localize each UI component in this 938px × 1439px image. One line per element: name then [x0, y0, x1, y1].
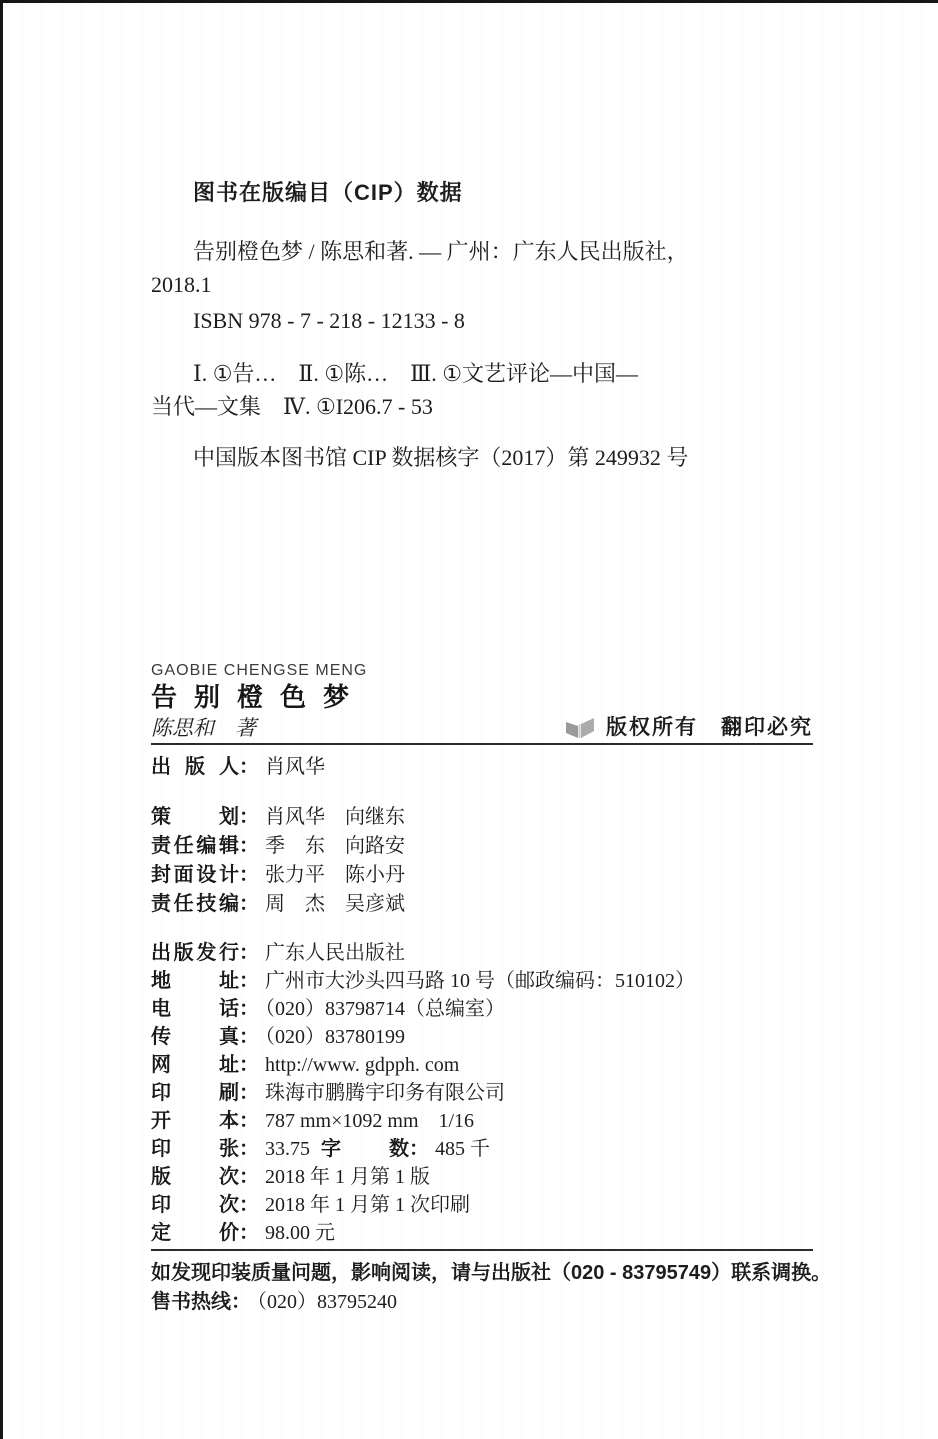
detail-row	[151, 995, 813, 1023]
staff-row	[151, 803, 813, 832]
hotline-row	[151, 1288, 813, 1317]
detail-row	[151, 1023, 813, 1051]
detail-value: 广东人民出版社	[265, 942, 405, 964]
detail-value: 33.75	[265, 1138, 310, 1160]
author-name: 陈思和 著	[151, 716, 256, 740]
label-colon: ：	[239, 806, 259, 828]
detail-label: 地址	[151, 970, 239, 992]
detail-value: 珠海市鹏腾宇印务有限公司	[265, 1082, 505, 1104]
label-colon: ：	[239, 998, 259, 1020]
label-colon: ：	[231, 1291, 251, 1313]
publisher-person-row	[151, 753, 813, 781]
cip-classification-line2: 当代—文集 Ⅳ. ①I206.7 - 53	[151, 394, 433, 419]
detail-value: 98.00 元	[265, 1222, 335, 1244]
label-colon: ：	[239, 1110, 259, 1132]
staff-value: 季 东 向路安	[265, 835, 405, 857]
label-colon: ：	[239, 756, 259, 778]
detail-label: 网址	[151, 1054, 239, 1076]
staff-value: 周 杰 吴彦斌	[265, 893, 405, 915]
book-title: 告别橙色梦	[151, 682, 367, 712]
detail-label: 印张	[151, 1138, 239, 1160]
detail-value: 2018 年 1 月第 1 次印刷	[265, 1194, 470, 1216]
detail-value: （020）83798714（总编室）	[265, 998, 505, 1020]
cip-heading: 图书在版编目（CIP）数据	[193, 180, 463, 205]
detail-row	[151, 1051, 813, 1079]
detail-row	[151, 1163, 813, 1191]
detail-label: 版次	[151, 1166, 239, 1188]
author-copyright-row	[151, 713, 813, 743]
label-colon: ：	[239, 1026, 259, 1048]
hotline-value: （020）83795240	[257, 1291, 397, 1313]
detail-value: 广州市大沙头四马路 10 号（邮政编码：510102）	[265, 970, 695, 992]
staff-row	[151, 832, 813, 861]
cip-description-line2: 2018.1	[151, 272, 212, 297]
label-colon: ：	[239, 970, 259, 992]
staff-value: 张力平 陈小丹	[265, 864, 405, 886]
divider-rule-top	[151, 743, 813, 745]
detail-value-2: 485 千	[435, 1138, 490, 1160]
detail-row	[151, 1079, 813, 1107]
label-colon: ：	[239, 942, 259, 964]
publisher-person-value: 肖风华	[265, 756, 325, 778]
detail-label: 电话	[151, 998, 239, 1020]
detail-row-double	[151, 1135, 813, 1163]
staff-block	[151, 803, 813, 919]
copyright-notice: 版权所有 翻印必究	[606, 716, 813, 739]
label-colon: ：	[239, 1194, 259, 1216]
staff-row	[151, 861, 813, 890]
cip-classification-line1: Ⅰ. ①告… Ⅱ. ①陈… Ⅲ. ①文艺评论—中国—	[193, 361, 639, 386]
copyright-statement	[564, 713, 813, 743]
label-colon: ：	[239, 1222, 259, 1244]
label-colon: ：	[239, 1166, 259, 1188]
detail-row	[151, 967, 813, 995]
title-pinyin: GAOBIE CHENGSE MENG	[151, 662, 368, 679]
detail-row	[151, 1219, 813, 1247]
detail-value: 787 mm×1092 mm 1/16	[265, 1110, 475, 1132]
cip-isbn: ISBN 978 - 7 - 218 - 12133 - 8	[193, 308, 465, 333]
detail-label: 印次	[151, 1194, 239, 1216]
detail-row	[151, 939, 813, 967]
detail-label: 出版发行	[151, 942, 239, 964]
divider-rule-bottom	[151, 1249, 813, 1251]
open-book-icon	[564, 716, 596, 740]
label-colon: ：	[239, 835, 259, 857]
cip-data-block	[151, 179, 813, 474]
label-colon: ：	[239, 1082, 259, 1104]
staff-value: 肖风华 向继东	[265, 806, 405, 828]
staff-label: 责任编辑	[151, 835, 239, 857]
detail-label: 定价	[151, 1222, 239, 1244]
detail-label: 传真	[151, 1026, 239, 1048]
colophon-block	[151, 653, 832, 1317]
staff-label: 策划	[151, 806, 239, 828]
staff-label: 责任技编	[151, 893, 239, 915]
cip-description-line1: 告别橙色梦 / 陈思和著. — 广州：广东人民出版社，	[193, 239, 689, 264]
publisher-person-label: 出版人	[151, 756, 239, 778]
hotline-label: 售书热线	[151, 1291, 231, 1313]
detail-value: http://www. gdpph. com	[265, 1054, 460, 1076]
staff-label: 封面设计	[151, 864, 239, 886]
label-colon: ：	[239, 864, 259, 886]
label-colon: ：	[239, 1054, 259, 1076]
detail-label: 印刷	[151, 1082, 239, 1104]
quality-notice: 如发现印装质量问题，影响阅读，请与出版社（020 - 83795749）联系调换。	[151, 1262, 832, 1284]
label-colon: ：	[409, 1138, 429, 1160]
detail-label: 开本	[151, 1110, 239, 1132]
detail-row	[151, 1191, 813, 1219]
detail-row	[151, 1107, 813, 1135]
publication-details-block	[151, 939, 813, 1247]
label-colon: ：	[239, 1138, 259, 1160]
staff-row	[151, 890, 813, 919]
label-colon: ：	[239, 893, 259, 915]
detail-value: 2018 年 1 月第 1 版	[265, 1166, 430, 1188]
cip-record-number: 中国版本图书馆 CIP 数据核字（2017）第 249932 号	[193, 445, 689, 470]
detail-label-2: 字数	[321, 1138, 409, 1160]
detail-value: （020）83780199	[265, 1026, 405, 1048]
